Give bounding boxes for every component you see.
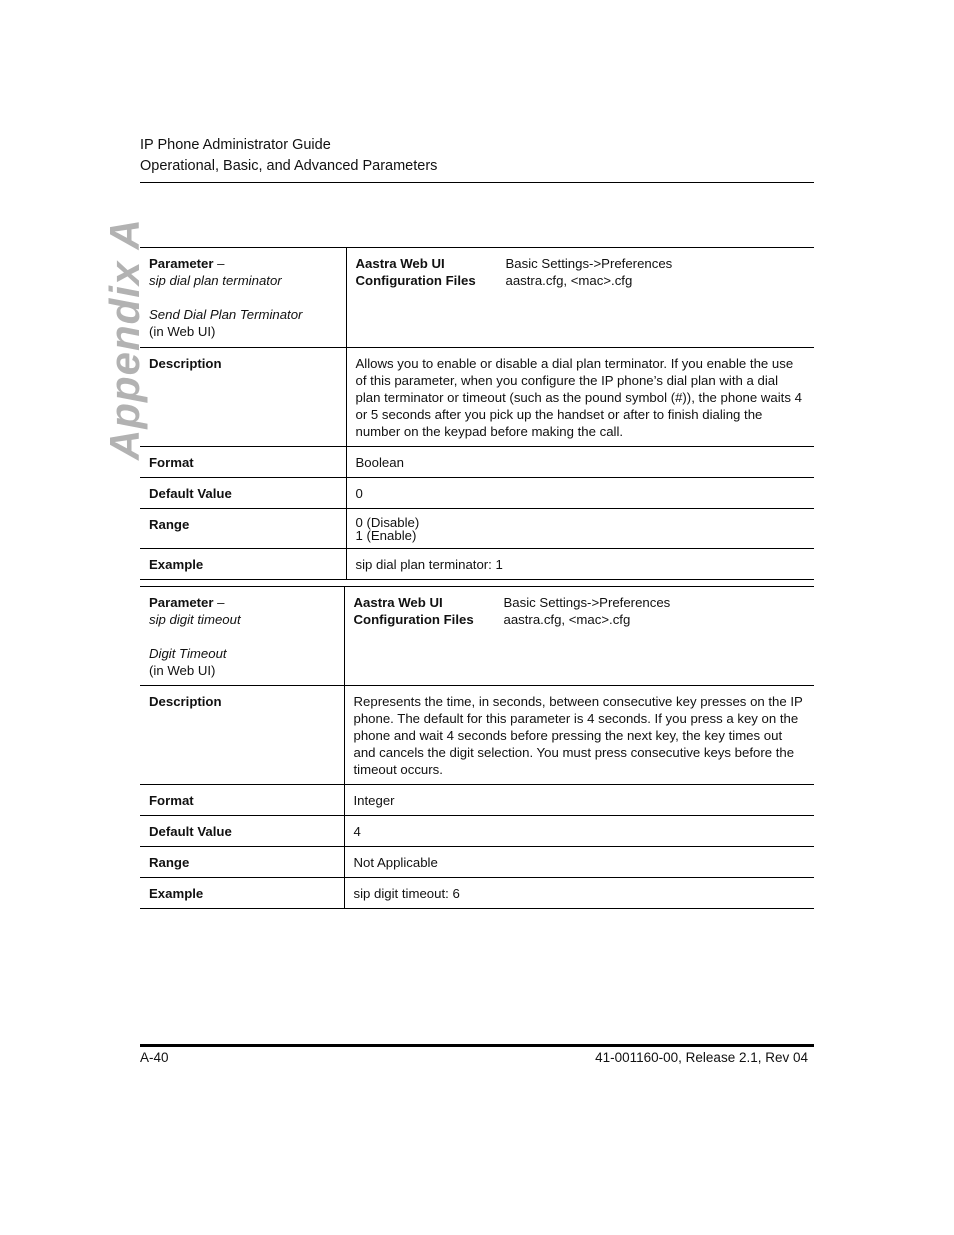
parameter-dash: – xyxy=(213,256,225,271)
default-value: 0 xyxy=(346,478,814,509)
format-label: Format xyxy=(140,785,344,816)
location-cfg-value: aastra.cfg, <mac>.cfg xyxy=(505,273,633,288)
table-row xyxy=(140,686,814,785)
table-row xyxy=(140,549,814,580)
parameter-table-digit-timeout xyxy=(140,586,814,909)
format-label: Format xyxy=(140,447,346,478)
range-label: Range xyxy=(140,509,346,549)
format-value: Boolean xyxy=(346,447,814,478)
header-rule xyxy=(140,182,814,183)
description-label: Description xyxy=(140,686,344,785)
description-label: Description xyxy=(140,348,346,447)
description-value: Allows you to enable or disable a dial plan terminator. If you enable the use of this parameter, when you configure the IP phone’s dial plan with a dial plan terminator or timeout (such as the pound symbol (#)), the phone waits 4 or 5 seconds after you pick up the handset or after to finish dialing the number on the keypad before making the call. xyxy=(346,348,814,447)
header-guide-title: IP Phone Administrator Guide xyxy=(140,137,331,153)
format-value: Integer xyxy=(344,785,814,816)
location-webui-label: Aastra Web UI xyxy=(353,595,443,610)
table-row xyxy=(140,348,814,447)
location-webui-label: Aastra Web UI xyxy=(355,256,445,271)
default-label: Default Value xyxy=(140,478,346,509)
location-cfg-label: Configuration Files xyxy=(353,612,474,627)
default-label: Default Value xyxy=(140,816,344,847)
location-webui-value: Basic Settings->Preferences xyxy=(505,256,673,271)
table-row xyxy=(140,447,814,478)
example-value: sip dial plan terminator: 1 xyxy=(346,549,814,580)
range-value-line1: 0 (Disable) xyxy=(355,515,420,530)
table-row xyxy=(140,847,814,878)
table-row xyxy=(140,478,814,509)
webui-name: Send Dial Plan Terminator xyxy=(149,307,303,322)
parameter-cell xyxy=(140,587,344,686)
location-cfg-value: aastra.cfg, <mac>.cfg xyxy=(503,612,631,627)
location-webui-value: Basic Settings->Preferences xyxy=(503,595,671,610)
webui-name: Digit Timeout xyxy=(149,646,227,661)
parameter-label: Parameter xyxy=(149,256,214,271)
range-cell xyxy=(346,509,814,549)
parameter-table-dial-plan-terminator xyxy=(140,247,814,580)
parameter-dash: – xyxy=(213,595,225,610)
location-cfg-label: Configuration Files xyxy=(355,273,476,288)
table-row xyxy=(140,785,814,816)
range-value: Not Applicable xyxy=(344,847,814,878)
parameter-name: sip digit timeout xyxy=(149,612,241,627)
footer-document-id: 41-001160-00, Release 2.1, Rev 04 xyxy=(595,1050,808,1065)
table-row xyxy=(140,248,814,348)
parameter-cell xyxy=(140,248,346,348)
webui-suffix: (in Web UI) xyxy=(149,324,216,339)
location-cell xyxy=(344,587,814,686)
appendix-side-tab: Appendix A xyxy=(101,218,148,460)
default-value: 4 xyxy=(344,816,814,847)
parameter-label: Parameter xyxy=(149,595,214,610)
footer-page-number: A-40 xyxy=(140,1050,169,1065)
table-row xyxy=(140,816,814,847)
range-label: Range xyxy=(140,847,344,878)
parameter-name: sip dial plan terminator xyxy=(149,273,282,288)
example-label: Example xyxy=(140,878,344,909)
location-cell xyxy=(346,248,814,348)
table-row xyxy=(140,509,814,549)
header-section-title: Operational, Basic, and Advanced Parameters xyxy=(140,158,438,174)
table-row xyxy=(140,587,814,686)
footer-rule xyxy=(140,1044,814,1047)
range-value-line2: 1 (Enable) xyxy=(355,528,417,543)
example-value: sip digit timeout: 6 xyxy=(344,878,814,909)
table-row xyxy=(140,878,814,909)
example-label: Example xyxy=(140,549,346,580)
webui-suffix: (in Web UI) xyxy=(149,663,216,678)
description-value: Represents the time, in seconds, between consecutive key presses on the IP phone. The default for this parameter is 4 seconds. If you press a key on the phone and wait 4 seconds before pressing the next key, the key times out and cancels the digit selection. You must press consecutive keys before the timeout occurs. xyxy=(344,686,814,785)
